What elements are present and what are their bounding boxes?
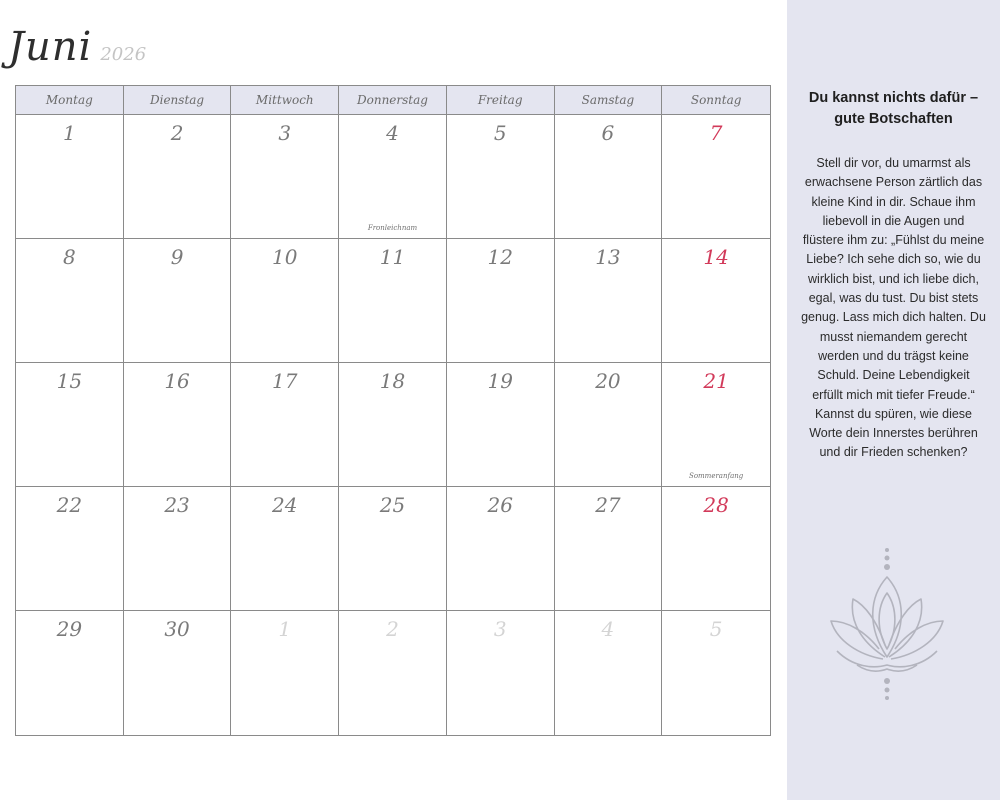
- calendar-grid: [15, 85, 771, 736]
- weekday-header-dienstag: Dienstag: [124, 86, 232, 115]
- day-cell: [231, 115, 339, 239]
- day-cell: [231, 487, 339, 611]
- day-cell: [124, 487, 232, 611]
- day-number: 29: [56, 617, 83, 641]
- month-title: Juni: [8, 24, 93, 70]
- day-cell: [447, 487, 555, 611]
- day-cell: [16, 115, 124, 239]
- day-cell: [231, 363, 339, 487]
- weekday-header-samstag: Samstag: [555, 86, 663, 115]
- day-number-sunday: 21: [703, 369, 729, 393]
- day-cell-next-month: [662, 611, 770, 735]
- day-cell: [339, 239, 447, 363]
- day-cell: [662, 487, 770, 611]
- day-cell: [124, 239, 232, 363]
- day-cell: [124, 611, 232, 735]
- day-number: 5: [493, 121, 507, 145]
- day-number: 18: [379, 369, 406, 393]
- weekday-header-mittwoch: Mittwoch: [231, 86, 339, 115]
- day-cell-next-month: [555, 611, 663, 735]
- weekday-header-donnerstag: Donnerstag: [339, 86, 447, 115]
- weekday-header-freitag: Freitag: [447, 86, 555, 115]
- weekday-header-montag: Montag: [16, 86, 124, 115]
- day-number: 24: [272, 493, 298, 517]
- year-title: 2026: [100, 44, 147, 65]
- sidebar-heading: Du kannst nichts dafür – gute Botschaften: [808, 90, 979, 127]
- day-number-sunday: 14: [703, 245, 729, 269]
- holiday-note-sommeranfang: Sommeranfang: [689, 472, 744, 480]
- day-number: 23: [164, 493, 190, 517]
- day-cell: [555, 239, 663, 363]
- day-cell: [447, 239, 555, 363]
- day-cell: [447, 115, 555, 239]
- day-number: 11: [379, 245, 406, 269]
- sidebar-panel: [787, 0, 1000, 800]
- lotus-icon: [817, 545, 957, 705]
- day-cell: [339, 363, 447, 487]
- holiday-note-fronleichnam: Fronleichnam: [367, 224, 418, 232]
- day-cell-next-month: [231, 611, 339, 735]
- day-cell: [231, 239, 339, 363]
- day-cell: [447, 363, 555, 487]
- day-number: 1: [62, 121, 76, 145]
- day-number-next-month: 1: [278, 617, 292, 641]
- day-number-next-month: 2: [386, 617, 399, 641]
- day-cell: [662, 115, 770, 239]
- day-number: 30: [164, 617, 190, 641]
- day-number: 17: [272, 369, 298, 393]
- day-number: 26: [487, 493, 513, 517]
- day-cell: [16, 487, 124, 611]
- day-number-next-month: 5: [709, 617, 723, 641]
- day-number: 10: [272, 245, 298, 269]
- day-number: 6: [601, 121, 615, 145]
- day-number: 19: [487, 369, 513, 393]
- day-number: 8: [62, 245, 76, 269]
- sidebar-body: Stell dir vor, du umarmst als erwachsene Person zärtlich das kleine Kind in dir. Schaue ihm liebevoll in die Augen und flüstere ihm zu: „Fühlst du meine Liebe? Ich sehe dich so, wie du wirklich bist, und ich liebe dich, egal, was du tust. Du bist stets genug. Lass mich dich halten. Du musst niemandem gerecht werden und du trägst keine Schuld. Deine Lebendigkeit erfüllt mich mit tiefer Freude.“ Kannst du spüren, wie diese Worte dein Innerstes berühren und dir Frieden schenken?: [801, 156, 986, 460]
- day-number-sunday: 7: [709, 121, 723, 145]
- day-cell: [339, 115, 447, 239]
- day-cell: [555, 487, 663, 611]
- day-number-sunday: 28: [703, 493, 729, 517]
- day-number: 12: [487, 245, 513, 269]
- day-cell: [555, 115, 663, 239]
- day-number: 27: [595, 493, 621, 517]
- day-cell: [662, 239, 770, 363]
- weekday-header-sonntag: Sonntag: [662, 86, 770, 115]
- day-cell: [124, 363, 232, 487]
- day-number: 25: [379, 493, 406, 517]
- day-number: 13: [595, 245, 621, 269]
- day-cell-next-month: [447, 611, 555, 735]
- day-number: 4: [386, 121, 399, 145]
- day-number: 2: [170, 121, 184, 145]
- day-cell: [16, 239, 124, 363]
- day-number: 16: [164, 369, 190, 393]
- day-cell-next-month: [339, 611, 447, 735]
- day-cell: [124, 115, 232, 239]
- day-number: 15: [56, 369, 83, 393]
- day-number: 22: [56, 493, 83, 517]
- day-number-next-month: 3: [493, 617, 507, 641]
- page-title: [8, 24, 146, 80]
- day-number: 3: [278, 121, 292, 145]
- day-cell: [662, 363, 770, 487]
- day-cell: [555, 363, 663, 487]
- day-number: 9: [170, 245, 184, 269]
- day-cell: [16, 363, 124, 487]
- day-number: 20: [595, 369, 621, 393]
- day-cell: [339, 487, 447, 611]
- day-cell: [16, 611, 124, 735]
- day-number-next-month: 4: [601, 617, 615, 641]
